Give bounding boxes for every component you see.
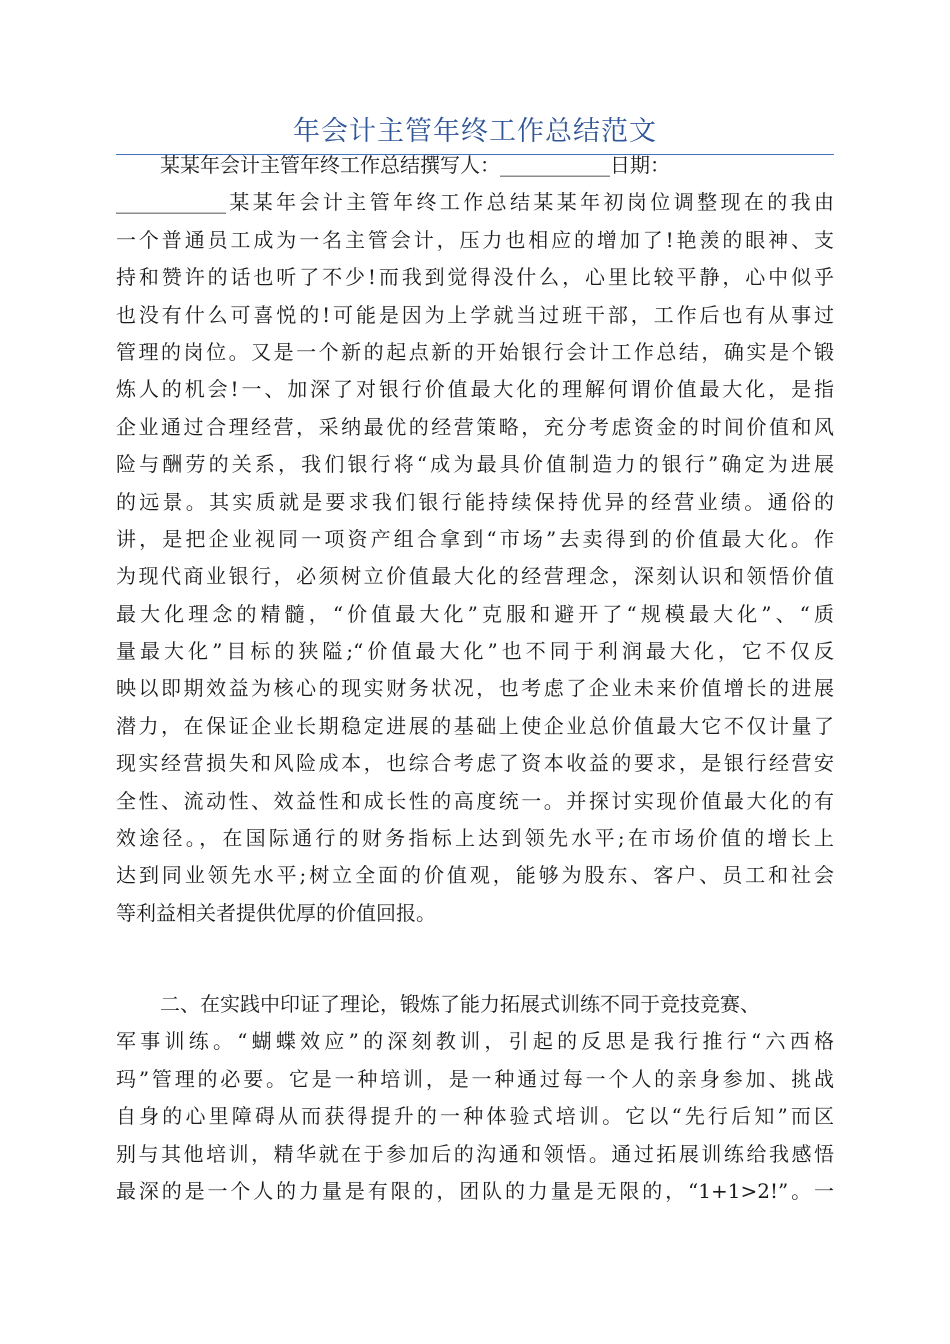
text-line: 潜力，在保证企业长期稳定进展的基础上使企业总价值最大它不仅计量了 [116,713,834,738]
text-line: 某某年会计主管年终工作总结撰写人：___________日期： [160,153,670,177]
text-line: 二、在实践中印证了理论，锻炼了能力拓展式训练不同于竞技竞赛、 [160,992,760,1016]
text-line: 等利益相关者提供优厚的价值回报。 [116,900,436,925]
text-line: 现实经营损失和风险成本，也综合考虑了资本收益的要求，是银行经营安 [116,751,834,776]
text-line: 量最大化”目标的狭隘;“价值最大化”也不同于利润最大化，它不仅反 [116,639,834,664]
text-line: 一个普通员工成为一名主管会计，压力也相应的增加了!艳羡的眼神、支 [116,227,834,252]
text-line: 达到同业领先水平;树立全面的价值观，能够为股东、客户、员工和社会 [116,863,834,888]
text-line: 也没有什么可喜悦的!可能是因为上学就当过班干部，工作后也有从事过 [116,302,834,327]
text-line: 为现代商业银行，必须树立价值最大化的经营理念，深刻认识和领悟价值 [116,564,834,589]
text-line: 管理的岗位。又是一个新的起点新的开始银行会计工作总结，确实是个锻 [116,339,834,364]
paragraph-2 [116,986,834,1210]
text-line: ___________某某年会计主管年终工作总结某某年初岗位调整现在的我由 [116,190,834,215]
text-line: 最大化理念的精髓，“价值最大化”克服和避开了“规模最大化”、“质 [116,601,834,626]
text-line: 自身的心里障碍从而获得提升的一种体验式培训。它以“先行后知”而区 [116,1104,834,1129]
text-line: 别与其他培训，精华就在于参加后的沟通和领悟。通过拓展训练给我感悟 [116,1141,834,1166]
text-line: 玛”管理的必要。它是一种培训，是一种通过每一个人的亲身参加、挑战 [116,1066,834,1091]
text-line: 军事训练。“蝴蝶效应”的深刻教训，引起的反思是我行推行“六西格 [116,1029,834,1054]
text-line: 全性、流动性、效益性和成长性的高度统一。并探讨实现价值最大化的有 [116,788,834,813]
text-line: 炼人的机会!一、加深了对银行价值最大化的理解何谓价值最大化，是指 [116,377,834,402]
text-line: 的远景。其实质就是要求我们银行能持续保持优异的经营业绩。通俗的 [116,489,834,514]
document-title: 年会计主管年终工作总结范文 [293,116,657,147]
text-line: 讲，是把企业视同一项资产组合拿到“市场”去卖得到的价值最大化。作 [116,526,834,551]
text-line: 企业通过合理经营，采纳最优的经营策略，充分考虑资金的时间价值和风 [116,414,834,439]
text-line: 持和赞许的话也听了不少!而我到觉得没什么，心里比较平静，心中似乎 [116,265,834,290]
text-line: 险与酬劳的关系，我们银行将“成为最具价值制造力的银行”确定为进展 [116,452,834,477]
text-line: 最深的是一个人的力量是有限的，团队的力量是无限的，“1+1>2!”。一 [116,1178,834,1203]
text-line: 效途径。，在国际通行的财务指标上达到领先水平;在市场价值的增长上 [116,826,834,851]
paragraph-1 [116,147,834,932]
text-line: 映以即期效益为核心的现实财务状况，也考虑了企业未来价值增长的进展 [116,676,834,701]
